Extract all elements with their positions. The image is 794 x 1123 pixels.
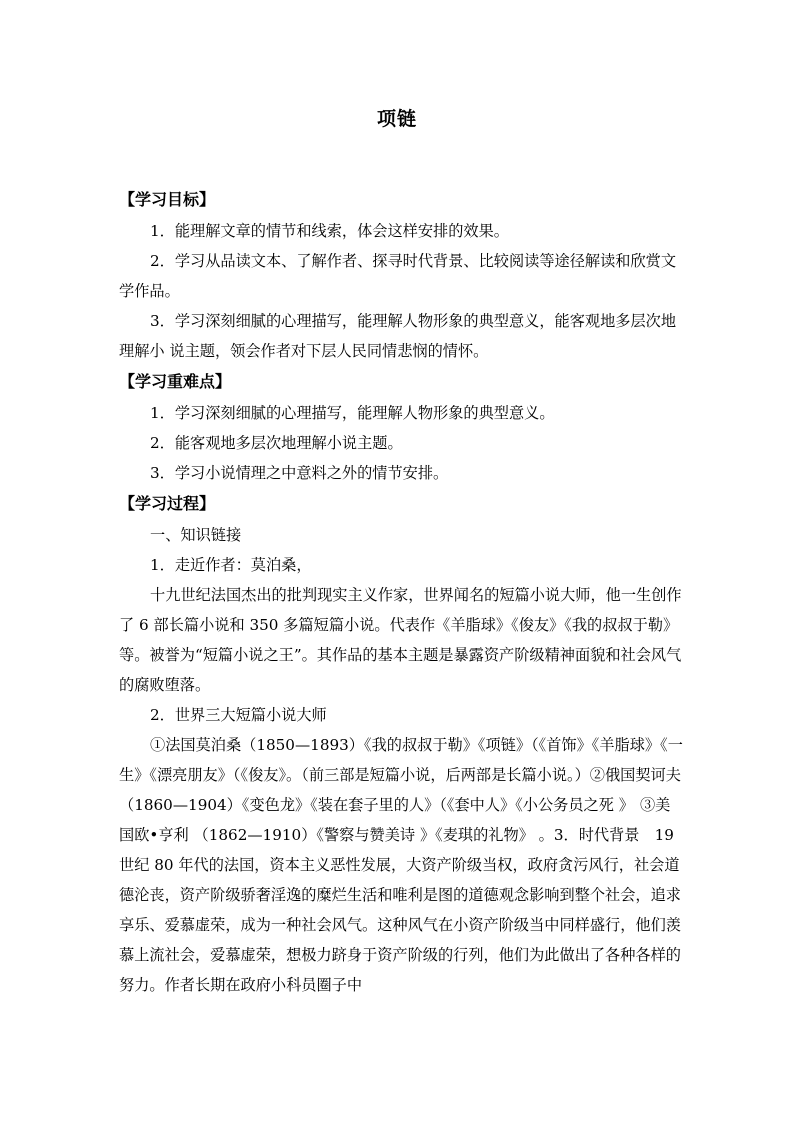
objective-item-3: 3．学习深刻细腻的心理描写，能理解人物形象的典型意义，能客观地多层次地理解小 说主题，领会作者对下层人民同情悲悯的情怀。 xyxy=(119,312,677,360)
key-point-item-3: 3．学习小说情理之中意料之外的情节安排。 xyxy=(150,464,449,482)
document-body xyxy=(119,184,685,1000)
section-heading-objectives: 【学习目标】 xyxy=(119,190,216,209)
master-maupassant: ①法国莫泊桑（1850—1893）《我的叔叔于勒》《项链》（《首饰》《羊脂球》《一生》《漂亮朋友》（《俊友》。（前三部是短篇小说，后两部是长篇小说。） xyxy=(119,736,683,784)
key-point-item-1: 1．学习深刻细腻的心理描写，能理解人物形象的典型意义。 xyxy=(150,404,555,422)
masters-label: 2．世界三大短篇小说大师 xyxy=(150,706,327,724)
key-point-item-2: 2．能客观地多层次地理解小说主题。 xyxy=(150,434,403,452)
author-label: 1．走近作者：莫泊桑， xyxy=(150,556,312,574)
author-paragraph: 十九世纪法国杰出的批判现实主义作家，世界闻名的短篇小说大师，他一生创作了 6 部长篇小说和 350 多篇短篇小说。代表作《羊脂球》《俊友》《我的叔叔于勒》等。被誉为“短篇小说之王”。其作品的基本主题是暴露资产阶级精神面貌和社会风气的腐败堕落。 xyxy=(119,586,682,694)
master-ohenry: ③美国欧•亨利 （1862—1910）《警察与赞美诗 》《麦琪的礼物》 。 xyxy=(119,796,671,844)
background-paragraph: 3．时代背景 19 世纪 80 年代的法国，资本主义恶性发展，大资产阶级当权，政府贪污风行，社会道德沦丧，资产阶级骄奢淫逸的糜烂生活和唯利是图的道德观念影响到整个社会，追求享乐、爱慕虚荣，成为一种社会风气。这种风气在小资产阶级当中同样盛行，他们羡慕上流社会，爱慕虚荣，想极力跻身于资产阶级的行列，他们为此做出了各种各样的努力。作者长期在政府小科员圈子中 xyxy=(119,826,681,994)
section-heading-key-points: 【学习重难点】 xyxy=(119,372,232,391)
section-heading-process: 【学习过程】 xyxy=(119,494,216,513)
masters-paragraph xyxy=(119,730,685,1000)
objective-item-1: 1．能理解文章的情节和线索，体会这样安排的效果。 xyxy=(150,222,509,240)
process-subheading: 一、知识链接 xyxy=(150,526,242,544)
master-chekhov: ②俄国契诃夫（1860—1904）《变色龙》《装在套子里的人》（《套中人》《小公务员之死 》 xyxy=(119,766,681,814)
objective-item-2: 2．学习从品读文本、了解作者、探寻时代背景、比较阅读等途径解读和欣赏文学作品。 xyxy=(119,252,677,300)
page-title: 项链 xyxy=(376,108,417,130)
